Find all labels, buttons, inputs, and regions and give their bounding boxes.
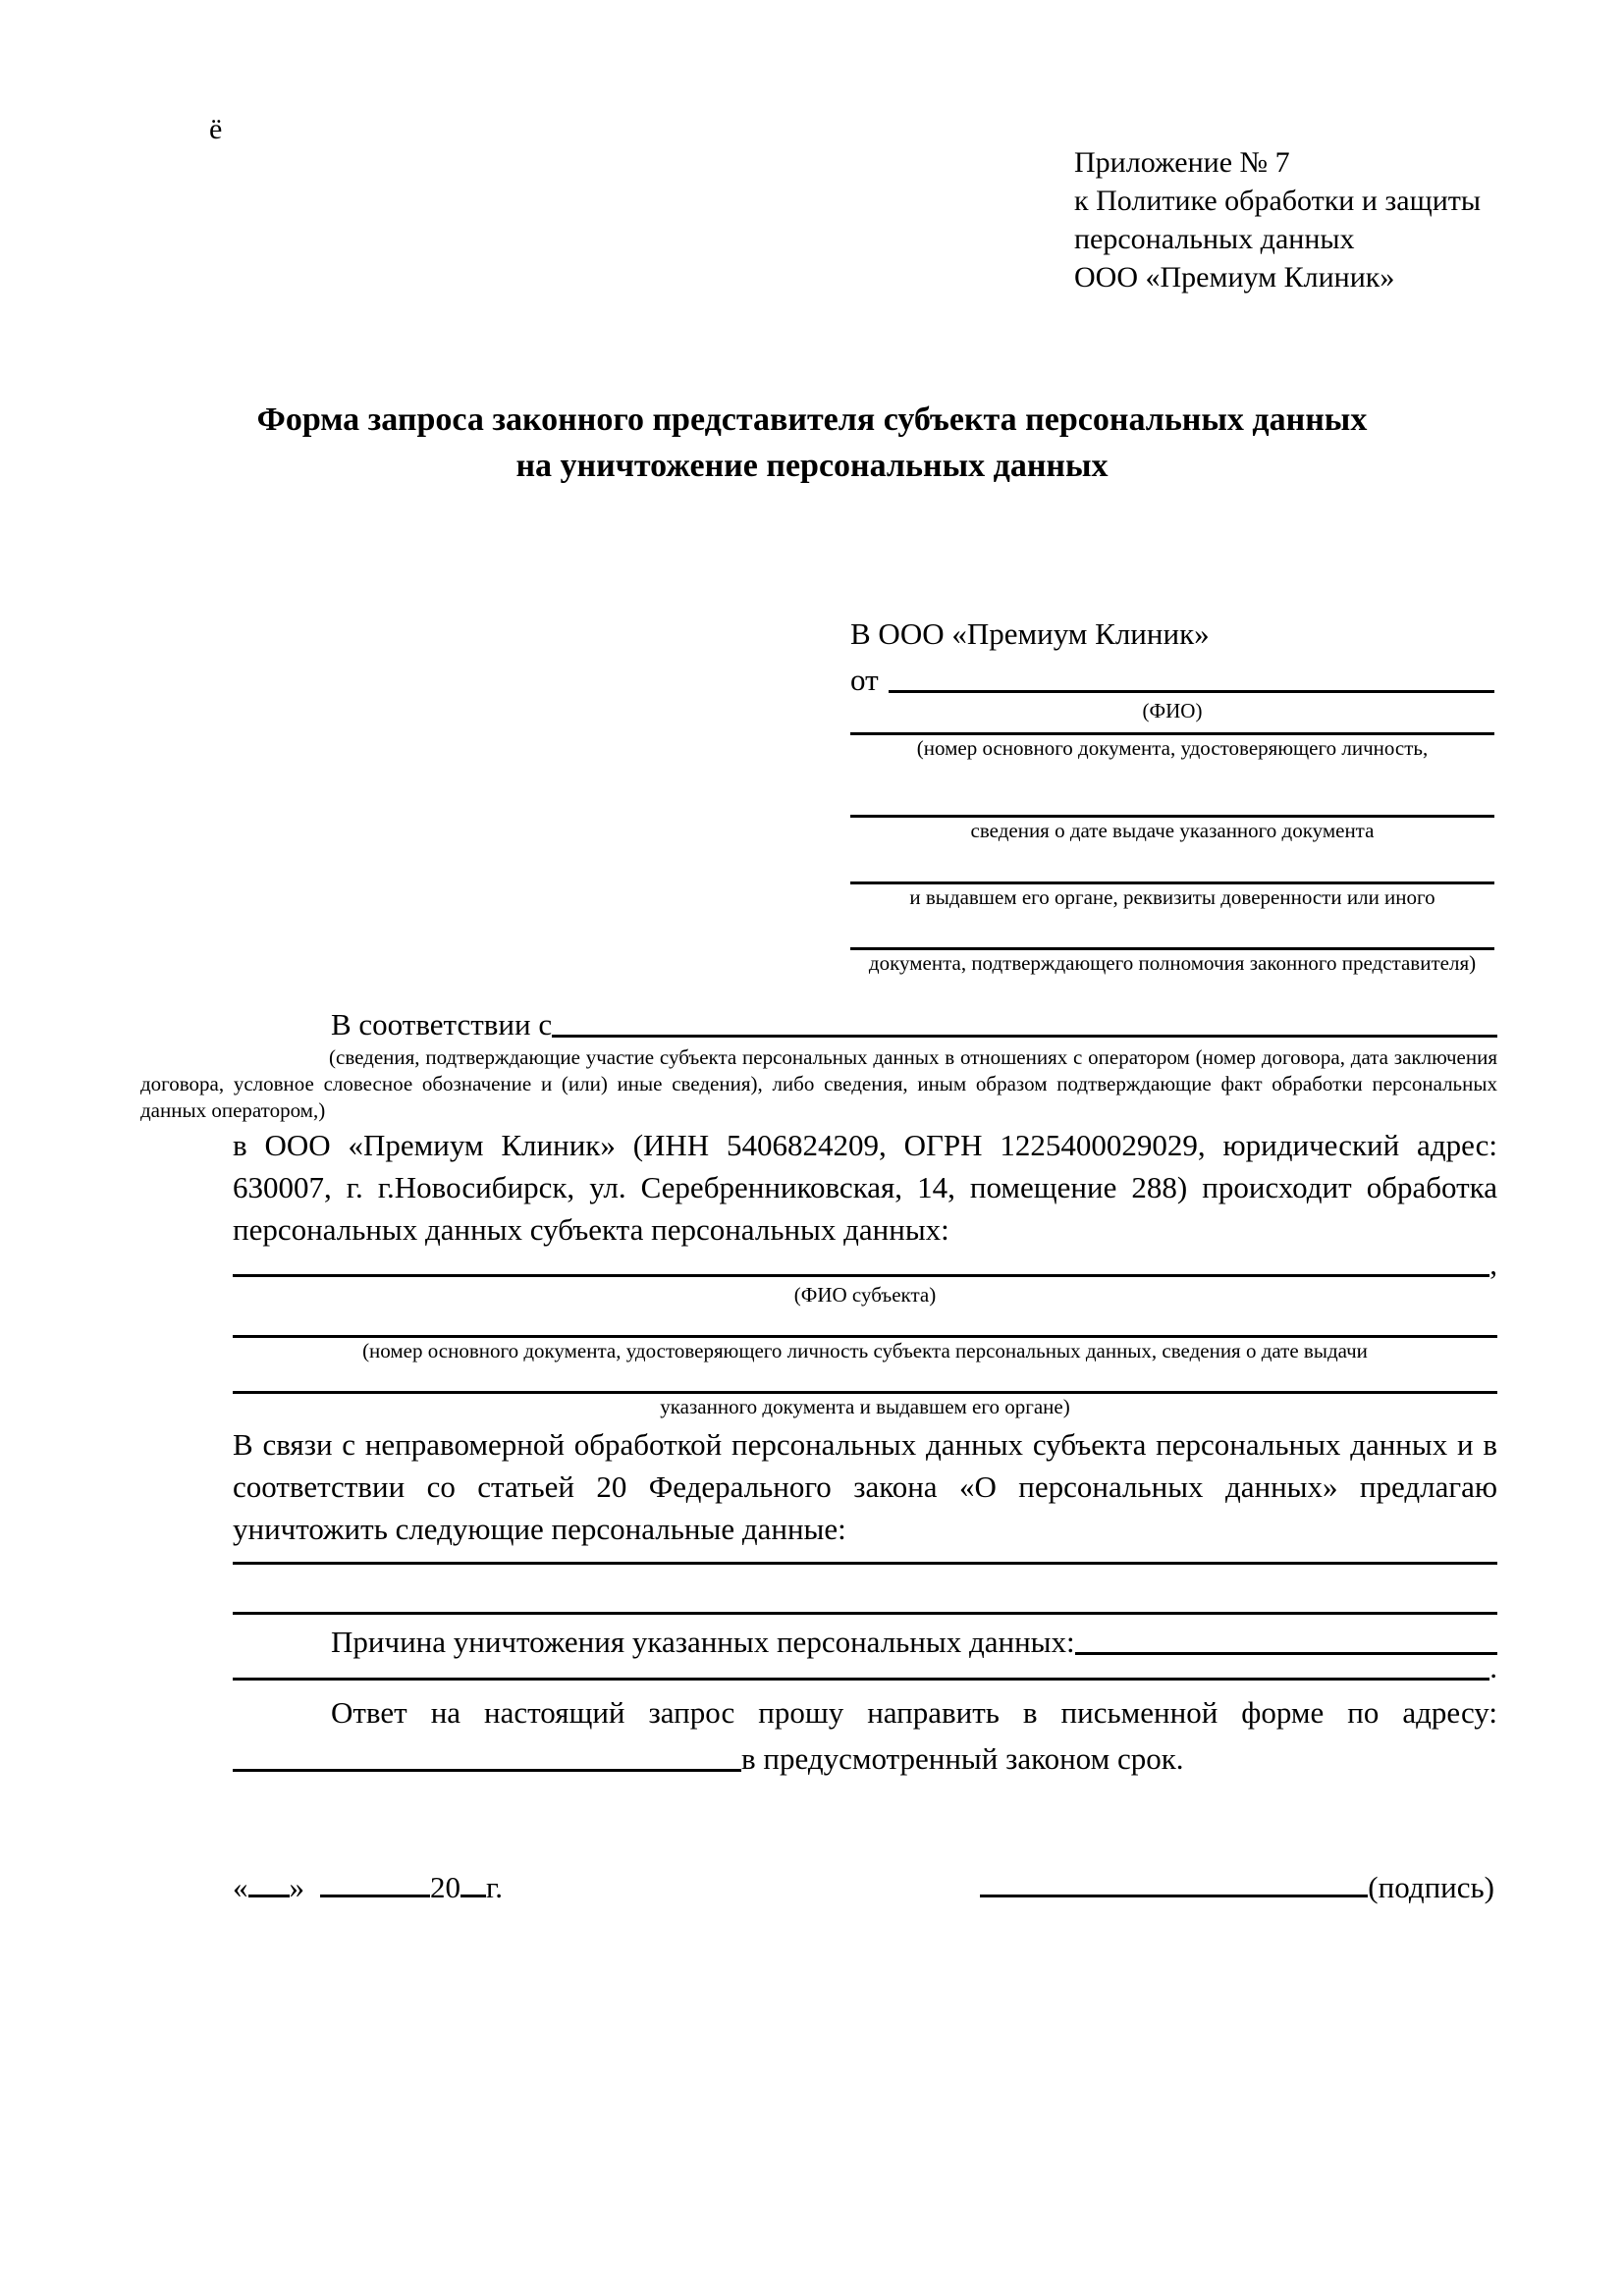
addressee-organization: В ООО «Премиум Клиник» — [850, 616, 1210, 651]
signature-row — [980, 1870, 1494, 1905]
appendix-header-line: к Политике обработки и защиты — [1074, 185, 1482, 217]
subject-doc-caption: (номер основного документа, удостоверяющего личность субъекта персональных данных, сведения о дате выдачи — [362, 1339, 1368, 1362]
appendix-header-line: персональных данных — [1074, 223, 1355, 255]
demand-paragraph: В связи с неправомерной обработкой персональных данных субъекта персональных данных и в соответствии со статьей 20 Федерального закона «О персональных данных» предлагаю уничтожить следующие персональные данные: — [233, 1427, 1497, 1546]
document-title-line1: Форма запроса законного представителя субъекта персональных данных — [256, 401, 1368, 438]
reply-tail-text: в предусмотренный законом срок. — [741, 1741, 1184, 1776]
date-year-prefix: 20 — [430, 1870, 460, 1904]
appendix-header-line: ООО «Премиум Клиник» — [1074, 261, 1395, 294]
from-blank-line — [889, 690, 1494, 693]
reply-paragraph: Ответ на настоящий запрос прошу направить в письменной форме по адресу: — [331, 1695, 1497, 1730]
reply-address-blank-line — [233, 1769, 741, 1772]
representative-doc-caption: сведения о дате выдаче указанного документа — [970, 819, 1375, 842]
accordance-blank-line — [552, 1035, 1497, 1038]
stray-char: ё — [209, 113, 223, 145]
appendix-header-line: Приложение № 7 — [1074, 146, 1290, 179]
representative-doc-caption: документа, подтверждающего полномочия законного представителя) — [868, 951, 1477, 975]
representative-doc-blank-line — [850, 761, 1494, 818]
date-day-blank-line — [248, 1890, 290, 1897]
subject-doc-caption: указанного документа и выдавшем его органе) — [660, 1395, 1070, 1418]
document-title — [174, 397, 1450, 489]
accordance-note: (сведения, подтверждающие участие субъекта персональных данных в отношениях с оператором (номер договора, дата заключения договора, условное словесное обозначение и (или) иные сведения), либо сведения, иным образом подтверждающие факт обработки персональных данных оператором,) — [140, 1045, 1497, 1122]
reply-address-row — [233, 1737, 1497, 1777]
reason-lead: Причина уничтожения указанных персональных данных: — [331, 1625, 1075, 1659]
date-quote-close: » — [289, 1870, 304, 1904]
subject-fio-caption: (ФИО субъекта) — [793, 1283, 937, 1307]
representative-doc-blank-line — [850, 723, 1494, 735]
subject-fio-blank-line — [233, 1274, 1489, 1277]
signature-caption: (подпись) — [1368, 1870, 1494, 1904]
reason-blank-line — [1075, 1652, 1497, 1655]
subject-doc-blank-line — [233, 1308, 1497, 1338]
accordance-lead: В соответствии с — [331, 1007, 553, 1041]
reason-trailing-period: . — [1489, 1650, 1497, 1684]
date-row — [233, 1870, 503, 1905]
date-month-blank-line — [320, 1890, 430, 1897]
subject-fio-row — [233, 1247, 1497, 1282]
representative-doc-caption: и выдавшем его органе, реквизиты доверенности или иного — [909, 885, 1435, 909]
representative-doc-blank-line — [850, 843, 1494, 884]
operator-paragraph: в ООО «Премиум Клиник» (ИНН 5406824209, ОГРН 1225400029029, юридический адрес: 630007, г. г.Новосибирск, ул. Серебренниковская, 14, помещение 288) происходит обработка персональных данных субъекта персональных данных: — [233, 1128, 1497, 1247]
subject-fio-trailing-comma: , — [1489, 1247, 1497, 1281]
reason-blank-line — [233, 1678, 1489, 1681]
addressee-block — [850, 614, 1494, 976]
date-quote-open: « — [233, 1870, 248, 1904]
subject-doc-blank-line — [233, 1363, 1497, 1394]
footer — [233, 1870, 1494, 1905]
signature-blank-line — [980, 1890, 1368, 1897]
reason-continuation-row — [233, 1650, 1497, 1685]
date-year-suffix: г. — [486, 1870, 503, 1904]
from-row — [850, 655, 1494, 698]
accordance-row — [233, 1001, 1497, 1042]
fio-caption: (ФИО) — [1142, 699, 1203, 722]
representative-doc-blank-line — [850, 910, 1494, 950]
body-block — [140, 1001, 1497, 1777]
document-title-line2: на уничтожение персональных данных — [515, 448, 1109, 484]
representative-doc-caption: (номер основного документа, удостоверяющего личность, — [916, 736, 1429, 760]
reason-row — [233, 1621, 1497, 1660]
appendix-header — [1074, 143, 1481, 296]
from-label: от — [850, 663, 879, 697]
data-to-destroy-blank-line — [233, 1565, 1497, 1615]
data-to-destroy-blank-line — [233, 1550, 1497, 1565]
date-year-blank-line — [460, 1890, 486, 1897]
